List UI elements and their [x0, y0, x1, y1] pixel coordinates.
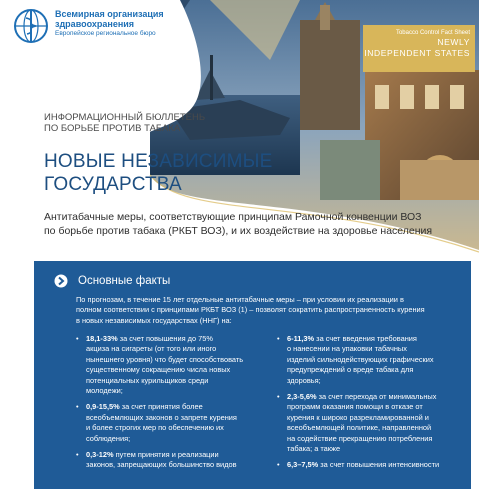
- series-badge: [363, 25, 475, 72]
- page-title: [44, 150, 273, 196]
- who-name: [55, 9, 164, 38]
- bulletin-line-1: ИНФОРМАЦИОННЫЙ БЮЛЛЕТЕНЬ: [44, 112, 206, 123]
- who-emblem-icon: [13, 8, 49, 44]
- fact-item: [277, 392, 447, 454]
- who-name-line-2: здравоохранения: [55, 19, 135, 29]
- key-facts-intro: [76, 295, 425, 326]
- bullet-icon: •: [277, 392, 280, 402]
- key-facts-panel: [34, 261, 471, 489]
- bullet-icon: •: [277, 460, 280, 470]
- fact-text: за счет перехода от минимальных: [316, 392, 437, 402]
- badge-series-label: Tobacco Control Fact Sheet: [395, 30, 470, 36]
- fact-text: за счет повышения интенсивности: [318, 460, 440, 470]
- fact-value: 6-11,3%: [287, 334, 315, 343]
- fact-text: изделий сильнодействующих графических: [287, 354, 434, 364]
- bullet-icon: •: [76, 334, 79, 343]
- who-region: Европейское региональное бюро: [55, 30, 156, 37]
- fact-text: на содействие прекращению потребления: [287, 433, 433, 443]
- bullet-icon: •: [76, 450, 79, 460]
- page-subtitle: [44, 210, 432, 238]
- fact-item: [277, 460, 447, 470]
- fact-value: 6,3–7,5%: [287, 460, 319, 470]
- fact-text: соблюдения;: [86, 433, 131, 443]
- badge-title-line-2: INDEPENDENT STATES: [364, 48, 470, 58]
- intro-line-1: По прогнозам, в течение 15 лет отдельные антитабачные меры – при условии их реализации в: [76, 295, 404, 304]
- fact-text: и более строгих мер по обеспечению их: [86, 423, 224, 433]
- fact-value: 0,3-12%: [86, 450, 114, 460]
- fact-text: за счет принятия более: [119, 402, 203, 412]
- fact-text: существенному сокращению числа новых: [86, 365, 231, 375]
- fact-text: табака; а также: [287, 444, 341, 454]
- fact-item: [277, 334, 447, 386]
- fact-value: 0,9-15,5%: [86, 402, 120, 412]
- fact-text: о нанесении на упаковки табачных: [287, 344, 407, 354]
- who-logo: [13, 8, 228, 44]
- fact-text: путем принятия и реализации: [113, 450, 219, 460]
- fact-item: [76, 450, 246, 471]
- intro-line-2: полном соответствии с принципами РКБТ ВОЗ (1) – позволят сократить распространенность курения: [76, 305, 425, 315]
- fact-text: за счет повышения до 75%: [117, 334, 213, 343]
- facts-left-column: [76, 334, 246, 477]
- fact-text: предупреждений о вреде табака для: [287, 365, 414, 375]
- fact-text: всеобъемлющих законов о запрете курения: [86, 412, 237, 422]
- badge-title-line-1: NEWLY: [437, 37, 470, 47]
- title-line-2: ГОСУДАРСТВА: [44, 174, 182, 195]
- fact-item: [76, 334, 246, 396]
- fact-text: нынешнего уровня) что будет способствовать: [86, 354, 244, 364]
- facts-right-column: [277, 334, 447, 477]
- bulletin-line-2: ПО БОРЬБЕ ПРОТИВ ТАБАКА: [44, 123, 181, 134]
- key-facts-title: Основные факты: [78, 275, 171, 287]
- arrow-right-circle-icon: [54, 274, 68, 288]
- title-line-1: НОВЫЕ НЕЗАВИСИМЫЕ: [44, 151, 273, 172]
- fact-text: акциза на сигареты (от того или иного: [86, 344, 217, 354]
- fact-text: курения к широко разрекламированной и: [287, 412, 429, 422]
- fact-text: здоровья;: [287, 375, 321, 385]
- bulletin-label: [44, 112, 205, 134]
- subtitle-line-2: по борьбе против табака (РКБТ ВОЗ), и их воздействие на здоровье населения: [44, 225, 433, 237]
- bullet-icon: •: [76, 402, 79, 412]
- fact-value: 18,1-33%: [86, 334, 118, 343]
- bullet-icon: •: [277, 334, 280, 343]
- fact-value: 2,3-5,6%: [287, 392, 317, 402]
- fact-text: потенциальных курильщиков среди: [86, 375, 209, 385]
- fact-text: за счет введения требования: [314, 334, 417, 343]
- fact-text: молодежи;: [86, 386, 123, 396]
- fact-text: программ оказания помощи в отказе от: [287, 402, 423, 412]
- fact-text: всеобъемлющей политике, направленной: [287, 423, 432, 433]
- who-name-line-1: Всемирная организация: [55, 9, 164, 19]
- intro-line-3: в новых независимых государствах (ННГ) на:: [76, 315, 232, 325]
- fact-item: [76, 402, 246, 444]
- subtitle-line-1: Антитабачные меры, соответствующие принципам Рамочной конвенции ВОЗ: [44, 211, 422, 223]
- fact-text: законов, запрещающих большинство видов: [86, 460, 237, 470]
